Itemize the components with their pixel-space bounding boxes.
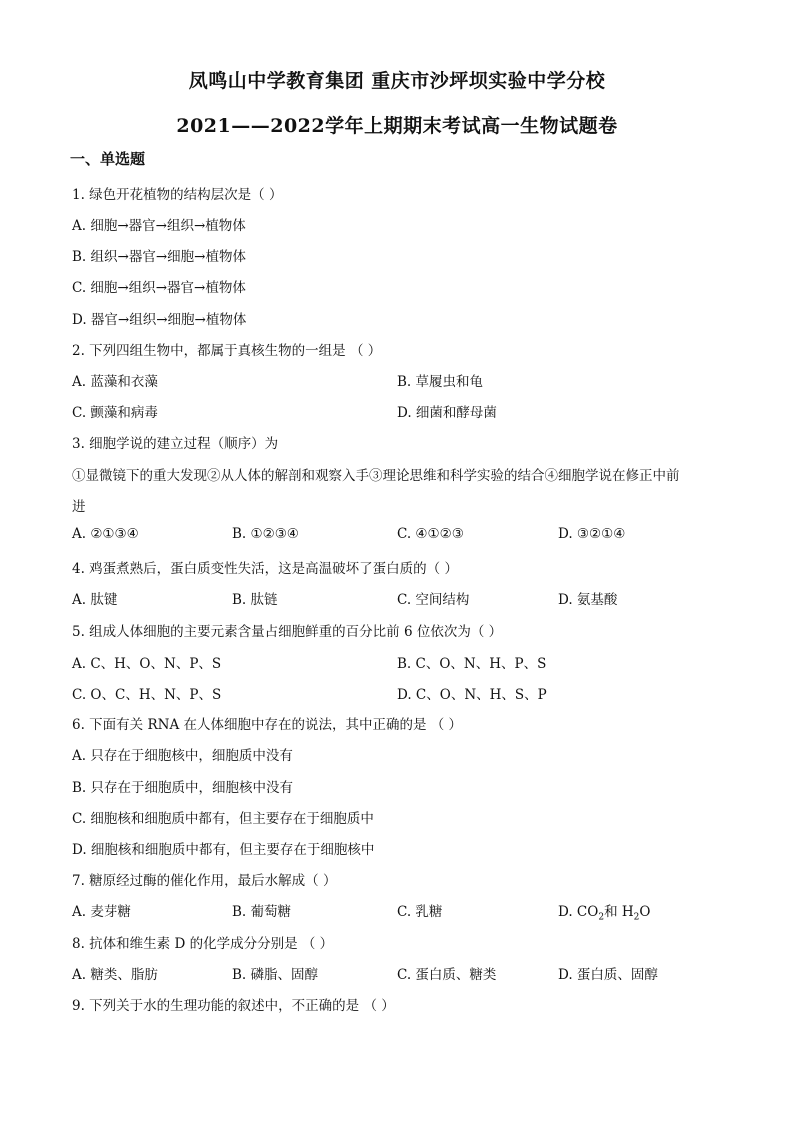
question-2-option-c: C. 颤藻和病毒 <box>72 405 158 421</box>
school-title: 凤鸣山中学教育集团 重庆市沙坪坝实验中学分校 <box>188 70 606 92</box>
question-8-option-c: C. 蛋白质、糖类 <box>397 967 497 983</box>
question-4-option-b: B. 肽链 <box>232 592 278 608</box>
question-7-option-d-suffix: O <box>639 904 651 920</box>
question-8-option-d: D. 蛋白质、固醇 <box>558 967 658 983</box>
question-4-stem: 4. 鸡蛋煮熟后，蛋白质变性失活，这是高温破坏了蛋白质的（ ） <box>72 561 458 577</box>
question-1-option-a: A. 细胞→器官→组织→植物体 <box>72 218 246 234</box>
question-7-option-c: C. 乳糖 <box>397 904 443 920</box>
question-6-stem: 6. 下面有关 RNA 在人体细胞中存在的说法，其中正确的是 （ ） <box>72 717 463 733</box>
question-5-option-a: A. C、H、O、N、P、S <box>72 656 222 672</box>
question-4-option-a: A. 肽键 <box>72 592 118 608</box>
question-6-option-b: B. 只存在于细胞质中，细胞核中没有 <box>72 780 294 796</box>
question-3-option-d: D. ③②①④ <box>558 526 626 542</box>
question-4-option-d: D. 氨基酸 <box>558 592 618 608</box>
question-5-option-b: B. C、O、N、H、P、S <box>397 656 547 672</box>
question-6-option-d: D. 细胞核和细胞质中都有，但主要存在于细胞核中 <box>72 842 375 858</box>
question-7-option-d-mid: 和 H <box>604 904 634 920</box>
question-3-option-c: C. ④①②③ <box>397 526 464 542</box>
question-2-option-a: A. 蓝藻和衣藻 <box>72 374 158 390</box>
question-3-stem: 3. 细胞学说的建立过程（顺序）为 <box>72 436 279 452</box>
h2o-subscript: 2 <box>633 912 640 923</box>
question-7-option-b: B. 葡萄糖 <box>232 904 292 920</box>
question-8-option-a: A. 糖类、脂肪 <box>72 967 158 983</box>
question-5-option-c: C. O、C、H、N、P、S <box>72 687 222 703</box>
co2-subscript: 2 <box>598 912 605 923</box>
question-2-option-d: D. 细菌和酵母菌 <box>397 405 497 421</box>
question-5-option-d: D. C、O、N、H、S、P <box>397 687 547 703</box>
question-2-option-b: B. 草履虫和龟 <box>397 374 484 390</box>
question-6-option-a: A. 只存在于细胞核中，细胞质中没有 <box>72 748 293 764</box>
question-7-option-d <box>558 900 650 923</box>
question-9-stem: 9. 下列关于水的生理功能的叙述中，不正确的是 （ ） <box>72 998 395 1014</box>
question-8-stem: 8. 抗体和维生素 D 的化学成分分别是 （ ） <box>72 936 334 952</box>
section-heading: 一、单选题 <box>70 150 146 168</box>
question-3-option-b: B. ①②③④ <box>232 526 299 542</box>
question-3-stem-line-3: 进 <box>72 499 86 515</box>
question-7-option-a: A. 麦芽糖 <box>72 904 131 920</box>
exam-title: 2021——2022学年上期期末考试高一生物试题卷 <box>176 115 618 137</box>
question-1-option-c: C. 细胞→组织→器官→植物体 <box>72 280 246 296</box>
question-7-stem: 7. 糖原经过酶的催化作用，最后水解成（ ） <box>72 873 337 889</box>
question-1-option-b: B. 组织→器官→细胞→植物体 <box>72 249 246 265</box>
question-8-option-b: B. 磷脂、固醇 <box>232 967 319 983</box>
question-3-stem-line-2: ①显微镜下的重大发现②从人体的解剖和观察入手③理论思维和科学实验的结合④细胞学说在修正中前 <box>72 468 680 484</box>
question-4-option-c: C. 空间结构 <box>397 592 470 608</box>
question-1-option-d: D. 器官→组织→细胞→植物体 <box>72 312 247 328</box>
question-3-option-a: A. ②①③④ <box>72 526 139 542</box>
question-6-option-c: C. 细胞核和细胞质中都有，但主要存在于细胞质中 <box>72 811 374 827</box>
question-2-stem: 2. 下列四组生物中，都属于真核生物的一组是 （ ） <box>72 343 382 359</box>
question-7-option-d-prefix: D. CO <box>558 904 599 920</box>
question-5-stem: 5. 组成人体细胞的主要元素含量占细胞鲜重的百分比前 6 位依次为（ ） <box>72 624 503 640</box>
question-1-stem: 1. 绿色开花植物的结构层次是（ ） <box>72 187 283 203</box>
